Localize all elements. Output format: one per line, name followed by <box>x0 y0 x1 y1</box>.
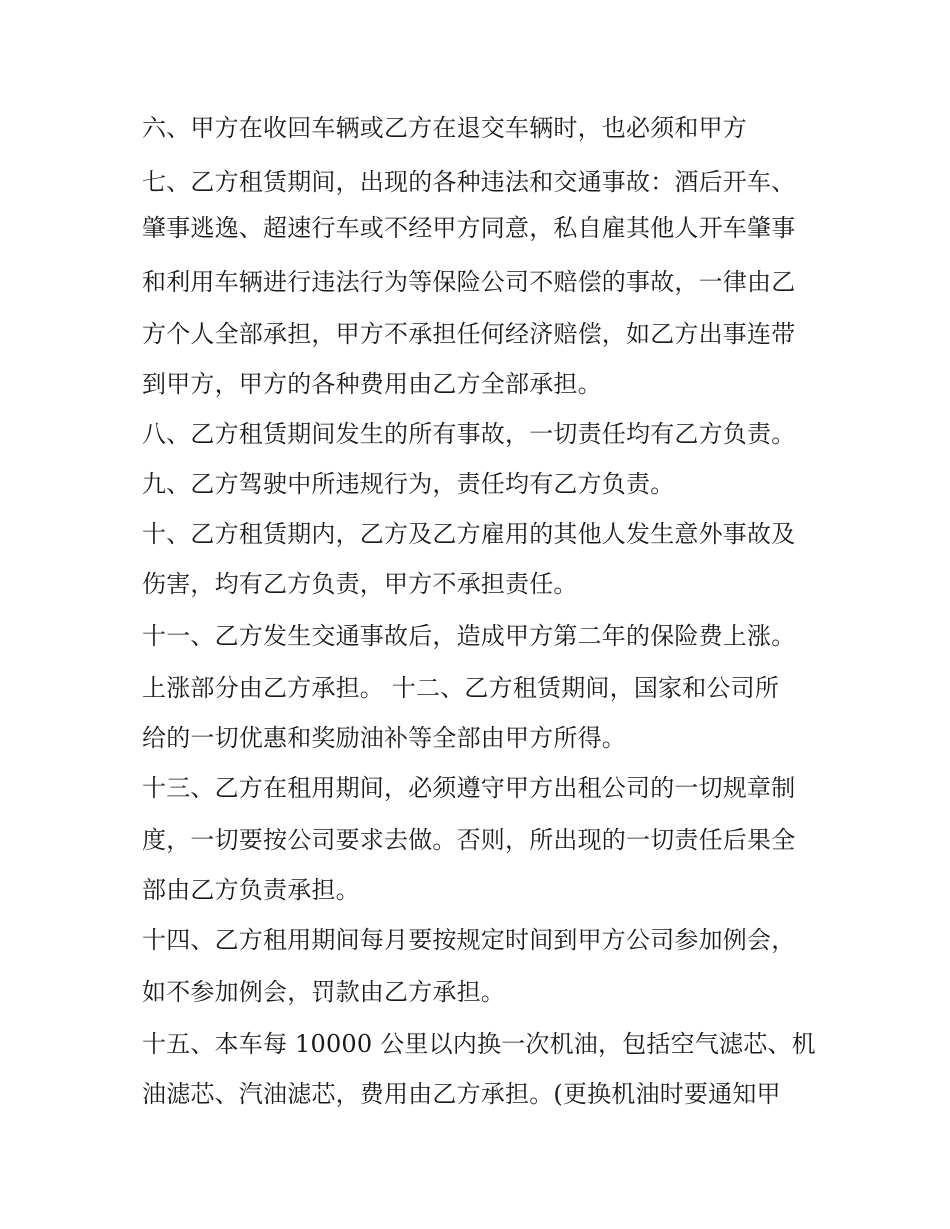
text-line: 给的一切优惠和奖励油补等全部由甲方所得。 <box>142 724 626 752</box>
text-line: 上涨部分由乙方承担。 十二、乙方租赁期间，国家和公司所 <box>142 674 780 702</box>
text-line: 如不参加例会，罚款由乙方承担。 <box>142 978 505 1006</box>
text-line: 肇事逃逸、超速行车或不经甲方同意，私自雇其他人开车肇事 <box>142 214 796 242</box>
text-line: 油滤芯、汽油滤芯，费用由乙方承担。(更换机油时要通知甲 <box>142 1080 781 1108</box>
text-line: 九、乙方驾驶中所违规行为，责任均有乙方负责。 <box>142 470 675 498</box>
text-line: 方个人全部承担，甲方不承担任何经济赔偿，如乙方出事连带 <box>142 320 796 348</box>
text-line: 伤害，均有乙方负责，甲方不承担责任。 <box>142 570 578 598</box>
text-line: 七、乙方租赁期间，出现的各种违法和交通事故：酒后开车、 <box>142 168 796 196</box>
text-line: 十五、本车每 10000 公里以内换一次机油，包括空气滤芯、机 <box>142 1030 816 1058</box>
text-line: 十、乙方租赁期内，乙方及乙方雇用的其他人发生意外事故及 <box>142 520 796 548</box>
text-line: 十三、乙方在租用期间，必须遵守甲方出租公司的一切规章制 <box>142 774 796 802</box>
text-line: 十一、乙方发生交通事故后，造成甲方第二年的保险费上涨。 <box>142 622 796 650</box>
text-line: 八、乙方租赁期间发生的所有事故，一切责任均有乙方负责。 <box>142 420 796 448</box>
text-line: 十四、乙方租用期间每月要按规定时间到甲方公司参加例会， <box>142 926 796 954</box>
text-line: 六、甲方在收回车辆或乙方在退交车辆时，也必须和甲方 <box>142 114 747 142</box>
text-line: 和利用车辆进行违法行为等保险公司不赔偿的事故，一律由乙 <box>142 268 796 296</box>
text-line: 部由乙方负责承担。 <box>142 876 360 904</box>
text-line: 到甲方，甲方的各种费用由乙方全部承担。 <box>142 370 602 398</box>
text-line: 度，一切要按公司要求去做。否则，所出现的一切责任后果全 <box>142 826 796 854</box>
